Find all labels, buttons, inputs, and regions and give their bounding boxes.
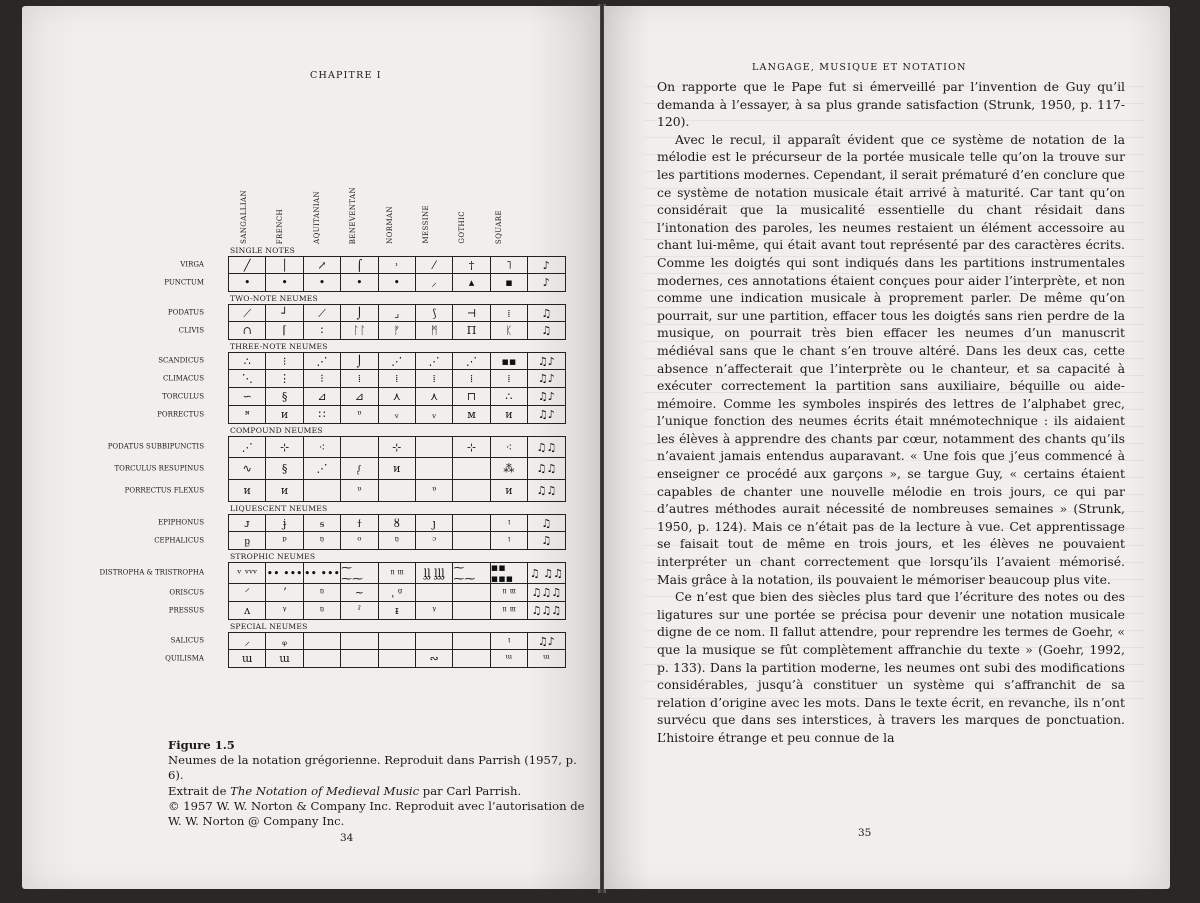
neume-row (162, 388, 568, 406)
row-label: ORISCUS (169, 588, 204, 597)
neume-glyph: ⸝ (415, 274, 452, 291)
neume-glyph: ᵑ (378, 532, 415, 549)
neume-glyph (303, 480, 340, 501)
neume-glyph: § (265, 388, 302, 405)
neume-glyph: ᛚᛚ (340, 322, 377, 339)
neume-glyph: ᵎ (490, 515, 527, 531)
section-label: LIQUESCENT NEUMES (230, 504, 328, 513)
row-label: SCANDICUS (158, 356, 204, 365)
paragraph: Avec le recul, il apparaît évident que ce système de notation de la mélodie est le précurseur de la portée musicale telle qu’on la trouve sur les partitions modernes. Cependant, il serait prématuré d’en conclure que ce système de notation musicale était arrivé à maturité. Car tant qu’on considérait que la musicalité essentielle du chant résidait dans l’intonation des paroles, les neumes restaient un élément accessoire au chant lui-même, qui était avant tout représenté par des caractères écrits. Comme les doigtés qui sont indiqués dans les partitions instrumentales modernes, ces annotations étaient conçues pour aider l’interprète, et non comme une indication musicale à proprement parler. De même qu’on pourrait, sur une partition, effacer tous les doigtés sans rien perdre de la musique, on pourrait très bien effacer les neumes d’un manuscrit médiéval sans que le chant s’en trouve altéré. Dans les deux cas, cette absence n’affecterait que l’interprète ou le chanteur, et sa capacité à exécuter correctement la partition sans auxiliaire, béquille ou aide-mémoire. Comme les symboles inspirés des lettres de l’alphabet grec, l’unique fonction des neumes écrits était mnémotechnique : ils aidaient les élèves à apprendre des chants par cœur, notamment des chants qu’ils n’avaient jamais entendus auparavant. « Une fois que j’eus commencé à enseigner ce procédé aux garçons », se targue Guy, « certains étaient capables de chanter une nouvelle mélodie en trois jours, ce qui par d’autres méthodes aurait nécessité de nombreuses semaines » (Strunk, 1950, p. 124). Mais ce n’était pas de la lecture à vue. Cet apprentissage se faisait tout de même en trois jours, et les élèves ne pouvaient interpréter un chant correctement que lorsqu’ils l’avaient mémorisé. Mais grâce à la notation, ils pouvaient le mémoriser beaucoup plus vite. (657, 131, 1125, 587)
neume-glyph: ᶘ (340, 458, 377, 479)
neume-glyph: ⁞ (490, 370, 527, 387)
neume-glyph: ᴧ (244, 604, 251, 617)
row-label: PORRECTUS FLEXUS (124, 486, 204, 495)
neume-group (107, 436, 568, 502)
neume-group (165, 632, 568, 668)
neume-glyph: ᵥ (378, 406, 415, 423)
neume-glyph (340, 650, 377, 667)
neume-glyph: ᴎ (490, 480, 527, 501)
neume-glyph: ∿ (242, 462, 252, 475)
page-number: 34 (340, 832, 354, 844)
neume-glyph: ʼ (265, 584, 302, 601)
neume-glyph: ⁂ (490, 458, 527, 479)
neume-glyph (452, 515, 489, 531)
neume-glyph: ⟆ (415, 305, 452, 321)
paragraph: On rapporte que le Pape fut si émerveillé par l’invention de Guy qu’il demanda à l’essayer, à sa plus grande satisfaction (Strunk, 1950, p. 117-120). (657, 79, 1125, 130)
caption-text: Extrait de (168, 783, 231, 798)
neume-glyph: § (265, 458, 302, 479)
neume-glyph: ᶹ (340, 406, 377, 423)
row-label: PODATUS SUBBIPUNCTIS (107, 442, 204, 451)
neume-glyph: ᶹ (340, 480, 377, 501)
section-label: STROPHIC NEUMES (230, 552, 316, 561)
neume-glyph: ⋰ (303, 353, 340, 369)
neume-glyph (452, 584, 489, 601)
neume-row (167, 304, 568, 322)
neume-row (164, 274, 568, 292)
neume-glyph: ♫♪ (527, 370, 564, 387)
neume-glyph: ȷ (415, 515, 452, 531)
neume-glyph: ♫♫ (527, 458, 564, 479)
neume-glyph: ⁓ ⁓⁓ (340, 563, 377, 583)
row-label: VIRGA (180, 260, 204, 269)
neume-glyph: ⋰ (415, 353, 452, 369)
neume-glyph (452, 650, 489, 667)
neume-row (157, 406, 568, 424)
neume-glyph (452, 532, 489, 549)
neume-glyph: ᵞ (265, 602, 302, 619)
neume-glyph: ᴎ (378, 458, 415, 479)
column-header: NORMAN (385, 206, 394, 244)
neume-glyph: ᵥ (415, 406, 452, 423)
neume-glyph: ᵚ (490, 650, 527, 667)
caption-line: © 1957 W. W. Norton & Company Inc. Reproduit avec l’autorisation de (168, 798, 585, 813)
neume-glyph: ᴎ (490, 406, 527, 423)
neume-glyph: ♫♪ (527, 388, 564, 405)
neume-glyph: ⊹ (452, 437, 489, 457)
neume-glyph: •• ••• (303, 563, 340, 583)
neume-glyph: •• ••• (265, 563, 302, 583)
neume-glyph: ⋱ (241, 372, 253, 385)
running-head: LANGAGE, MUSIQUE ET NOTATION (752, 62, 967, 73)
neume-glyph: ∩ (242, 324, 252, 337)
left-page (22, 6, 600, 889)
neume-glyph: ⁞ (452, 370, 489, 387)
neume-glyph: ᵓ (415, 532, 452, 549)
neume-glyph: ⌡ (340, 353, 377, 369)
neume-row (169, 584, 568, 602)
neume-glyph: ⋰ (241, 440, 253, 454)
neume-glyph: ⊓ (452, 388, 489, 405)
neume-glyph: ⋏ (415, 388, 452, 405)
neume-glyph (415, 437, 452, 457)
neume-row (165, 650, 568, 668)
figure-number: Figure 1.5 (168, 738, 235, 752)
column-header: BENEVENTAN (349, 186, 358, 244)
neume-glyph: ┘ (265, 305, 302, 321)
neume-glyph: ∴ (490, 388, 527, 405)
neume-glyph: ᵞ (415, 602, 452, 619)
neume-glyph: ♪ (527, 257, 564, 273)
neume-glyph: ˥ (490, 257, 527, 273)
neume-glyph: ᵒ (340, 532, 377, 549)
row-label: SALICUS (170, 636, 204, 645)
row-label: QUILISMA (165, 654, 204, 663)
row-label: DISTROPHA & TRISTROPHA (99, 568, 204, 577)
neume-glyph: ♫♫ (527, 437, 564, 457)
neume-glyph: ⊹ (378, 437, 415, 457)
neume-glyph: ᵎᵎ ᵎᵎᵎ (378, 563, 415, 583)
section-label: COMPOUND NEUMES (230, 426, 323, 435)
neume-glyph: ⋏ (378, 388, 415, 405)
neume-glyph: ⁞ (490, 305, 527, 321)
column-header: SQUARE (494, 209, 503, 244)
neume-glyph: ♫ (527, 322, 564, 339)
neume-glyph: ᵑ (303, 584, 340, 601)
neume-glyph: ᛗ (415, 322, 452, 339)
neume-glyph: Π (452, 322, 489, 339)
neume-glyph: ♪ (527, 274, 564, 291)
neume-glyph: ˌ ᵍ (378, 584, 415, 601)
neume-glyph: ᶹ (415, 480, 452, 501)
neume-glyph: ♫ (527, 532, 564, 549)
neume-glyph: ⊣ (452, 305, 489, 321)
neume-glyph: ⸍ (244, 586, 250, 599)
column-header: SANGALLIAN (240, 190, 248, 244)
neume-glyph: ᵻ (378, 602, 415, 619)
neumes-table (99, 184, 568, 668)
row-label: CEPHALICUS (154, 536, 204, 545)
column-header: MESSINE (422, 205, 430, 244)
neume-glyph: ᴊ (244, 516, 250, 530)
neume-glyph: ⟋ (303, 305, 340, 321)
neume-glyph: ↗ (303, 257, 340, 273)
book-title: The Notation of Medieval Music (230, 783, 420, 798)
neume-glyph: ⁞ (415, 370, 452, 387)
neume-row (154, 532, 568, 550)
neume-glyph: ᶈ (244, 534, 250, 547)
neume-row (158, 514, 568, 532)
neume-glyph: ⊿ (303, 388, 340, 405)
neume-glyph: ᵴ (303, 515, 340, 531)
neume-glyph: ♫♪ (527, 406, 564, 423)
neume-glyph: ᵑ (303, 602, 340, 619)
neume-glyph: ɉ (265, 515, 302, 531)
neume-glyph (303, 650, 340, 667)
neume-glyph: ⌠ (340, 257, 377, 273)
neume-glyph: ˀ (340, 602, 377, 619)
neume-glyph: ♫♫ (527, 480, 564, 501)
neume-glyph: ᵎᵎ ᵎᵎᵎ (490, 602, 527, 619)
neume-glyph (452, 602, 489, 619)
column-header: GOTHIC (458, 211, 467, 244)
neume-row (178, 322, 568, 340)
neume-group (164, 256, 568, 292)
row-label: PORRECTUS (157, 410, 204, 419)
neume-glyph: ⁝ (303, 370, 340, 387)
neume-group (154, 514, 568, 550)
neume-glyph: ⋰ (378, 353, 415, 369)
neume-glyph: • (243, 276, 251, 289)
section-label: SINGLE NOTES (230, 246, 295, 255)
neume-glyph: ⌟ (378, 305, 415, 321)
neume-group (99, 561, 568, 620)
section-label: TWO-NOTE NEUMES (230, 294, 318, 303)
neume-glyph: ♫ ♫♫ (527, 563, 564, 583)
neume-glyph (452, 458, 489, 479)
neume-row (99, 561, 568, 585)
page-number: 35 (858, 827, 872, 839)
neume-glyph: ⁞ (340, 370, 377, 387)
neume-glyph: ɯ (265, 650, 302, 667)
neume-glyph: ▪ (490, 274, 527, 291)
neume-glyph: ˒ (378, 257, 415, 273)
neume-glyph: ᵎ (490, 532, 527, 549)
neume-glyph: ⋮ (265, 370, 302, 387)
neume-glyph: ᵛ ᵛᵛᵛ (237, 566, 258, 580)
neume-glyph (415, 633, 452, 649)
caption-line (168, 784, 588, 799)
neume-glyph: ⟋ (243, 306, 252, 320)
neume-glyph: ♫ (527, 305, 564, 321)
neume-glyph: ᵚ (527, 650, 564, 667)
column-header: AQUITANIAN (312, 191, 321, 244)
neume-glyph: ᛕ (490, 322, 527, 339)
neume-glyph: ⋰ (303, 458, 340, 479)
neume-glyph: ▴ (452, 274, 489, 291)
neume-glyph: ᴍ (452, 406, 489, 423)
figure-caption (168, 738, 588, 829)
row-label: PODATUS (167, 308, 204, 317)
neume-row (158, 352, 568, 370)
neume-glyph: ⁓ ⁓⁓ (452, 563, 489, 583)
neume-glyph: ᵎᵎ ᵎᵎᵎ (490, 584, 527, 601)
neume-glyph: ╱ (243, 258, 251, 272)
neume-group (157, 352, 568, 424)
neume-glyph: ⁖ (490, 437, 527, 457)
neume-glyph: ᴎ (243, 484, 251, 497)
neume-glyph (378, 480, 415, 501)
running-head: CHAPITRE I (310, 70, 382, 81)
neume-glyph: ▪▪ (490, 353, 527, 369)
neume-glyph: ∽ (242, 390, 252, 403)
neume-group (167, 304, 568, 340)
neume-glyph: • (340, 274, 377, 291)
neume-glyph: ⸝ (244, 634, 250, 648)
paragraph: Ce n’est que bien des siècles plus tard que l’écriture des notes ou des ligatures sur une portée se précisa pour devenir une notation musicale digne de ce nom. Il fallut attendre, pour reprendre les termes de Goehr, « que la musique se fût complètement affranchie du texte » (Goehr, 1992, p. 133). Dans la partition moderne, les neumes ont subi des modifications considérables, jusqu’à constituer un système qui s’affranchit de sa relation d’origine avec les mots. Dans le texte écrit, en revanche, ils n’ont survécu que dans ses interstices, à travers les marques de ponctuation. L’histoire étrange et peu connue de la (657, 589, 1125, 745)
neume-glyph: ϯ (340, 515, 377, 531)
row-label: TORCULUS (162, 392, 204, 401)
neume-glyph: ∶ (303, 322, 340, 339)
neume-row (170, 632, 568, 650)
neume-glyph (340, 633, 377, 649)
column-header: FRENCH (276, 208, 285, 244)
neume-glyph: ⊹ (265, 437, 302, 457)
neume-glyph: ∷ (303, 406, 340, 423)
neume-glyph: • (265, 274, 302, 291)
neume-row (114, 458, 568, 480)
neume-glyph: • (303, 274, 340, 291)
neume-glyph: ᵩ (265, 633, 302, 649)
section-label: THREE-NOTE NEUMES (230, 342, 328, 351)
neume-glyph: ⁞ (378, 370, 415, 387)
section-label: SPECIAL NEUMES (230, 622, 308, 631)
right-page (604, 6, 1170, 889)
neume-glyph (378, 633, 415, 649)
neume-glyph: ∾ (415, 650, 452, 667)
neume-glyph: ⋰ (452, 353, 489, 369)
neume-glyph (378, 650, 415, 667)
neume-glyph: ⁝ (265, 353, 302, 369)
neume-glyph: ᚠ (378, 322, 415, 339)
neume-glyph: ᵖ (265, 532, 302, 549)
caption-line: W. W. Norton @ Company Inc. (168, 814, 345, 829)
neume-glyph: † (452, 257, 489, 273)
neume-glyph: ♫♫♫ (527, 602, 564, 619)
body-text (657, 78, 1125, 747)
neume-row (124, 480, 568, 502)
neume-row (107, 436, 568, 458)
neume-glyph: ~ (340, 584, 377, 601)
neume-glyph: • (378, 274, 415, 291)
neume-glyph: ⁖ (303, 437, 340, 457)
neume-glyph (452, 633, 489, 649)
neume-glyph: ᵎ (490, 633, 527, 649)
neume-glyph: ♫♫♫ (527, 584, 564, 601)
row-label: PRESSUS (168, 606, 204, 615)
neume-glyph (303, 633, 340, 649)
neume-glyph: ᶅᶅ ᶅᶅᶅ (415, 563, 452, 583)
neume-glyph: ♫ (527, 515, 564, 531)
neume-glyph: ▪▪ ▪▪▪ (490, 563, 527, 583)
caption-line: Neumes de la notation grégorienne. Reproduit dans Parrish (1957, p. 6). (168, 753, 577, 783)
neume-glyph: ∴ (243, 354, 251, 368)
column-headers (228, 184, 568, 244)
neume-glyph (452, 480, 489, 501)
neume-glyph: ⌈ (265, 322, 302, 339)
neume-glyph: ♫♪ (527, 353, 564, 369)
neume-glyph (415, 458, 452, 479)
row-label: PUNCTUM (164, 278, 204, 287)
neume-glyph (340, 437, 377, 457)
neume-glyph: ɯ (241, 652, 253, 665)
row-label: CLIVIS (178, 326, 204, 335)
neume-glyph: ᶰ (245, 408, 250, 421)
neume-glyph: ♫♪ (527, 633, 564, 649)
neume-glyph: ⌡ (340, 305, 377, 321)
row-label: TORCULUS RESUPINUS (114, 464, 204, 473)
neume-glyph: │ (265, 257, 302, 273)
neume-glyph: ᵑ (303, 532, 340, 549)
neume-glyph: ⊿ (340, 388, 377, 405)
neume-glyph: ᴎ (265, 480, 302, 501)
row-label: EPIPHONUS (158, 518, 204, 527)
row-label: CLIMACUS (162, 374, 204, 383)
neume-row (180, 256, 568, 274)
neume-glyph: ⁄ (415, 257, 452, 273)
neume-row (162, 370, 568, 388)
neume-glyph (415, 584, 452, 601)
neume-glyph: ᴎ (265, 406, 302, 423)
neume-row (168, 602, 568, 620)
caption-text: par Carl Parrish. (419, 783, 522, 798)
neume-glyph: ȣ (378, 515, 415, 531)
